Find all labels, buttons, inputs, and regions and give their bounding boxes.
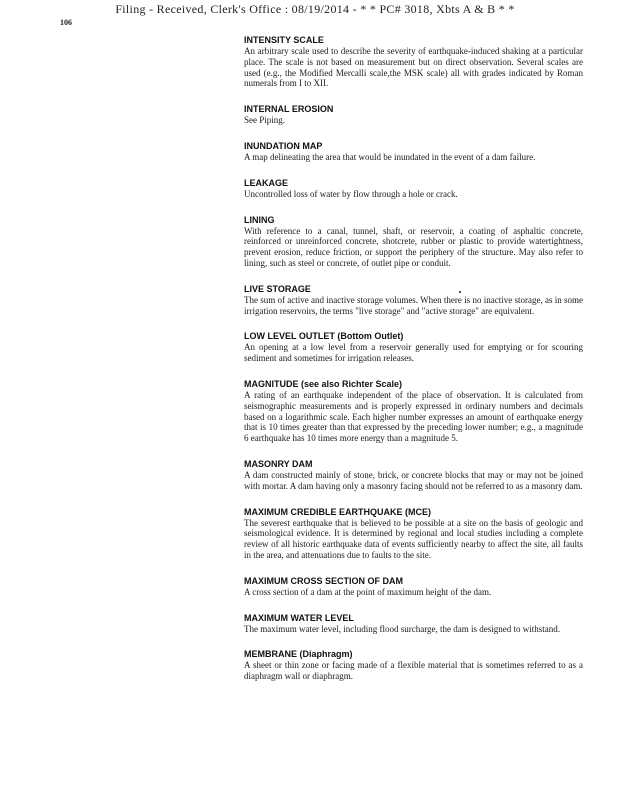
glossary-entry-low-level-outlet — [244, 330, 583, 364]
glossary-definition: The sum of active and inactive storage volumes. When there is no inactive storage, as in some irrigation reservoirs, the terms "live storage" and "active storage" are equivalent. — [244, 294, 583, 316]
glossary-term: INTERNAL EROSION — [244, 104, 334, 115]
glossary-entry-leakage — [244, 177, 583, 200]
glossary-term: LEAKAGE — [244, 177, 289, 188]
glossary-term: MAGNITUDE (see also Richter Scale) — [244, 378, 403, 389]
glossary-definition: The severest earthquake that is believed to be possible at a site on the basis of geologic and seismological evidence. It is determined by regional and local studies including a complete review of all historic earthquake data of events sufficiently nearby to affect the site, all faults in the area, and attenuations due to faults to the site. — [244, 517, 583, 560]
glossary-entry-masonry-dam — [244, 458, 583, 492]
glossary-entry-magnitude — [244, 378, 583, 444]
glossary-entry-live-storage — [244, 283, 583, 317]
filing-header-stamp: Filing - Received, Clerk's Office : 08/19/2014 - * * PC# 3018, Xbts A & B * * — [115, 2, 515, 16]
glossary-definition: A rating of an earthquake independent of the place of observation. It is calculated from seismographic measurements and is properly expressed in ordinary numbers and decimals based on a logarithmic scale. Each higher number expresses an amount of earthquake energy that is 10 times greater than that expressed by the preceding lower number; e.g., a magnitude 6 earthquake has 10 times more energy than a magnitude 5. — [244, 389, 583, 444]
glossary-entry-intensity-scale — [244, 34, 583, 89]
scan-speck — [459, 291, 461, 293]
glossary-term: MAXIMUM WATER LEVEL — [244, 612, 354, 623]
glossary-term: MAXIMUM CREDIBLE EARTHQUAKE (MCE) — [244, 506, 431, 517]
glossary-term: MASONRY DAM — [244, 458, 313, 469]
glossary-definition: With reference to a canal, tunnel, shaft, or reservoir, a coating of asphaltic concrete, reinforced or unreinforced concrete, shotcrete, rubber or plastic to provide watertightness, prevent erosion, reduce friction, or support the periphery of the structure. May also refer to lining, such as steel or concrete, of outlet pipe or conduit. — [244, 225, 583, 268]
glossary-definition: A map delineating the area that would be inundated in the event of a dam failure. — [244, 151, 536, 162]
glossary-term: LIVE STORAGE — [244, 283, 311, 294]
glossary-definition: A cross section of a dam at the point of maximum height of the dam. — [244, 586, 492, 597]
glossary-entry-inundation-map — [244, 140, 583, 163]
glossary-term: MEMBRANE (Diaphragm) — [244, 649, 353, 660]
glossary-term: MAXIMUM CROSS SECTION OF DAM — [244, 575, 403, 586]
glossary-term: INUNDATION MAP — [244, 140, 323, 151]
glossary-definition: Uncontrolled loss of water by flow through a hole or crack. — [244, 188, 458, 199]
glossary-definition: An arbitrary scale used to describe the severity of earthquake-induced shaking at a particular place. The scale is not based on measurement but on direct observation. Several scales are used (e.g., the Modified Mercalli scale,the MSK scale) all with grades indicated by Roman numerals from I to XII. — [244, 46, 583, 89]
glossary-term: INTENSITY SCALE — [244, 35, 324, 45]
glossary-definition: See Piping. — [244, 115, 286, 126]
glossary-entry-maximum-cross-section — [244, 575, 583, 598]
glossary-term: LOW LEVEL OUTLET (Bottom Outlet) — [244, 331, 404, 342]
glossary-definition: An opening at a low level from a reservoir generally used for emptying or for scouring sediment and sometimes for irrigation releases. — [244, 342, 583, 364]
glossary-entry-maximum-water-level — [244, 612, 583, 635]
glossary-definition: A dam constructed mainly of stone, brick, or concrete blocks that may or may not be joined with mortar. A dam having only a masonry facing should not be referred to as a masonry dam. — [244, 469, 583, 491]
glossary-column — [244, 34, 583, 696]
glossary-entry-maximum-credible-earthquake — [244, 506, 583, 561]
page-number: 106 — [60, 18, 72, 27]
glossary-definition: The maximum water level, including flood surcharge, the dam is designed to withstand. — [244, 623, 561, 634]
glossary-entry-internal-erosion — [244, 103, 583, 126]
glossary-definition: A sheet or thin zone or facing made of a flexible material that is sometimes referred to as a diaphragm wall or diaphragm. — [244, 660, 583, 682]
glossary-entry-lining — [244, 214, 583, 269]
glossary-term: LINING — [244, 214, 275, 225]
glossary-entry-membrane — [244, 648, 583, 682]
